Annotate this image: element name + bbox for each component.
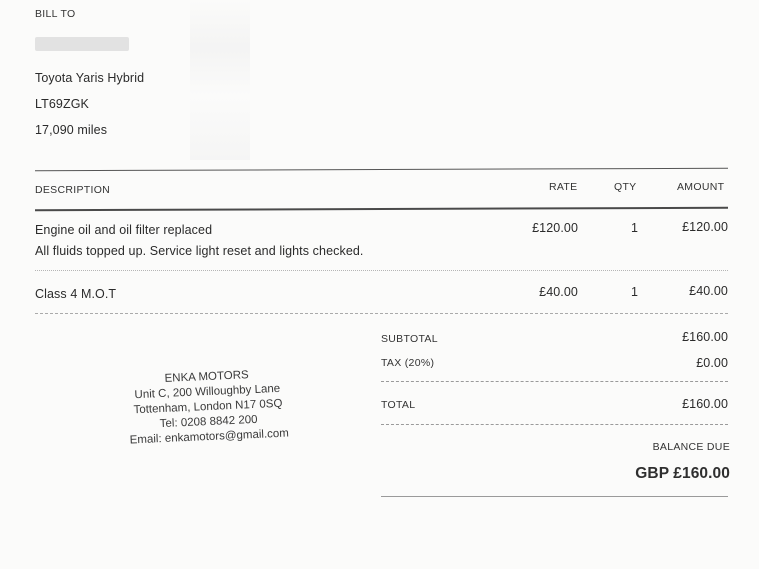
row2-description: Class 4 M.O.T bbox=[35, 287, 117, 301]
row-separator bbox=[35, 270, 728, 271]
column-header-description: DESCRIPTION bbox=[35, 184, 111, 196]
row2-qty: 1 bbox=[630, 285, 638, 299]
row1-rate: £120.00 bbox=[532, 221, 578, 235]
show-through-marks bbox=[190, 0, 250, 160]
stamp-telephone: Tel: 0208 8842 200 bbox=[159, 413, 258, 431]
row1-detail: All fluids topped up. Service light reset and lights checked. bbox=[35, 244, 364, 258]
total-label: TOTAL bbox=[381, 399, 416, 411]
tax-value: £0.00 bbox=[696, 356, 728, 370]
table-top-rule bbox=[35, 168, 728, 171]
row1-qty: 1 bbox=[630, 221, 638, 235]
tax-label: TAX (20%) bbox=[381, 357, 435, 369]
stamp-address-line1: Unit C, 200 Willoughby Lane bbox=[134, 382, 281, 402]
balance-due-value: GBP £160.00 bbox=[635, 465, 730, 482]
total-value: £160.00 bbox=[682, 397, 728, 411]
row1-description: Engine oil and oil filter replaced bbox=[35, 223, 213, 237]
row1-amount: £120.00 bbox=[682, 220, 728, 234]
subtotal-label: SUBTOTAL bbox=[381, 333, 438, 345]
stamp-business-name: ENKA MOTORS bbox=[164, 369, 249, 385]
subtotal-value: £160.00 bbox=[682, 330, 728, 344]
stamp-address-line2: Tottenham, London N17 0SQ bbox=[133, 397, 283, 417]
balance-due-label: BALANCE DUE bbox=[652, 441, 730, 453]
total-rule bbox=[381, 424, 728, 425]
vehicle-mileage: 17,090 miles bbox=[35, 123, 108, 137]
vehicle-registration: LT69ZGK bbox=[35, 97, 89, 111]
column-header-amount: AMOUNT bbox=[677, 181, 725, 193]
table-bottom-rule bbox=[35, 313, 728, 314]
row2-rate: £40.00 bbox=[539, 285, 578, 299]
column-header-qty: QTY bbox=[614, 181, 637, 193]
balance-rule bbox=[381, 496, 728, 497]
redacted-customer-name bbox=[35, 37, 129, 51]
table-header-rule bbox=[35, 207, 728, 211]
bill-to-label: BILL TO bbox=[35, 8, 76, 20]
stamp-email: Email: enkamotors@gmail.com bbox=[129, 427, 290, 447]
column-header-rate: RATE bbox=[549, 181, 578, 193]
row2-amount: £40.00 bbox=[689, 284, 728, 298]
totals-rule bbox=[381, 381, 728, 382]
vehicle-model: Toyota Yaris Hybrid bbox=[35, 71, 145, 85]
garage-stamp bbox=[116, 366, 299, 449]
